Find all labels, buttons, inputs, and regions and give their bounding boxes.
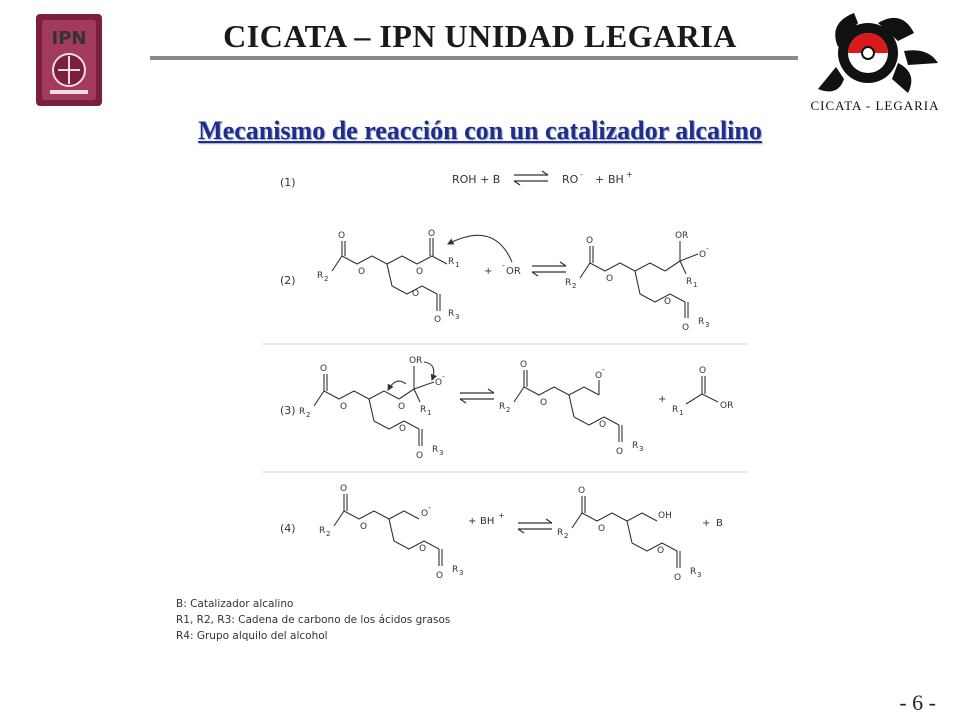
atom-r2: R <box>317 271 324 281</box>
atom-o: O <box>586 236 594 246</box>
cicata-logo <box>818 8 942 98</box>
step1-bh: BH <box>608 173 624 186</box>
atom-r2: R <box>499 402 506 412</box>
atom-o: O <box>436 571 444 581</box>
atom-charge: - <box>602 365 605 374</box>
step4-plus: + <box>468 516 477 527</box>
atom-o: O <box>520 360 528 370</box>
atom-r3: R <box>452 565 459 575</box>
step4-equilibrium-arrow <box>518 519 552 533</box>
tetrahedral-intermediate <box>580 241 698 318</box>
atom-r3-sub: 3 <box>455 313 460 321</box>
atom-charge: - <box>442 372 445 381</box>
step3-label: (3) <box>280 404 296 417</box>
step2-plus: + <box>484 266 493 277</box>
step4-catalyst: B <box>716 518 723 529</box>
tetrahedral-intermediate <box>314 366 434 446</box>
atom-r2-sub: 2 <box>306 411 311 419</box>
atom-o: O <box>578 486 586 496</box>
atom-o: O <box>398 402 406 412</box>
diglyceride-alkoxide <box>334 494 442 566</box>
legend-item: R4: Grupo alquilo del alcohol <box>176 630 328 642</box>
step2-nucleophile: OR <box>506 266 521 277</box>
atom-r3: R <box>448 309 455 319</box>
atom-r2-sub: 2 <box>564 532 569 540</box>
atom-r3-sub: 3 <box>439 449 444 457</box>
atom-o: O <box>598 524 606 534</box>
step3-ester-or: OR <box>720 401 734 411</box>
atom-charge: - <box>428 503 431 512</box>
step1-label: (1) <box>280 176 296 189</box>
atom-o: O <box>699 366 707 376</box>
atom-r3: R <box>698 317 705 327</box>
atom-o: O <box>409 356 417 366</box>
atom-r2: R <box>319 526 326 536</box>
step3-equilibrium-arrow <box>460 389 494 403</box>
atom-o: O <box>419 544 427 554</box>
step2-nucleophile-charge: - <box>502 261 505 270</box>
step4-oh: OH <box>658 511 672 521</box>
atom-r1: R <box>672 405 679 415</box>
atom-o: O <box>682 323 690 333</box>
scheme-legend <box>176 596 450 644</box>
atom-r3: R <box>690 567 697 577</box>
atom-o: O <box>657 546 665 556</box>
step1-left: ROH + B <box>452 173 501 186</box>
atom-o: O <box>675 231 683 241</box>
page-number: - 6 - <box>899 690 936 715</box>
atom-o: O <box>340 402 348 412</box>
atom-r3: R <box>432 445 439 455</box>
atom-r2: R <box>299 407 306 417</box>
step4-plus: + <box>702 518 711 529</box>
cicata-caption: CICATA - LEGARIA <box>810 98 940 113</box>
atom-o: O <box>595 371 603 381</box>
atom-o: O <box>340 484 348 494</box>
reaction-mechanism-scheme <box>262 166 748 592</box>
methyl-ester <box>686 376 718 404</box>
atom-o: O <box>664 297 672 307</box>
atom-r2-sub: 2 <box>324 275 329 283</box>
atom-o: O <box>358 267 366 277</box>
atom-o: O <box>699 250 707 260</box>
atom-r3-sub: 3 <box>639 445 644 453</box>
atom-r2-sub: 2 <box>572 282 577 290</box>
step4-reagent: BH <box>480 516 495 527</box>
electron-arrow <box>424 362 434 380</box>
header-rule <box>150 56 798 60</box>
step4-label: (4) <box>280 522 296 535</box>
atom-r2: R <box>565 278 572 288</box>
triglyceride-molecule <box>332 238 447 311</box>
atom-o: O <box>360 522 368 532</box>
atom-o: O <box>428 229 436 239</box>
atom-o: O <box>421 509 429 519</box>
atom-charge: - <box>706 244 709 253</box>
atom-r2-sub: 2 <box>326 530 331 538</box>
atom-r2: R <box>557 528 564 538</box>
atom-o: O <box>416 451 424 461</box>
step2-equilibrium-arrow <box>532 262 566 276</box>
diglyceride <box>572 496 680 568</box>
legend-item: B: Catalizador alcalino <box>176 598 294 610</box>
step1-bh-charge: + <box>626 170 633 179</box>
atom-r1: R <box>448 257 455 267</box>
slide-title: Mecanismo de reacción con un catalizador alcalino <box>198 116 762 145</box>
atom-r1-sub: 1 <box>455 261 460 269</box>
step1-equilibrium-arrow <box>514 171 548 185</box>
atom-o: O <box>674 573 682 583</box>
atom-r: R <box>416 356 423 366</box>
step4-reagent-charge: + <box>498 511 505 520</box>
atom-o: O <box>606 274 614 284</box>
step2-attack-arrow <box>448 235 512 262</box>
atom-r3: R <box>632 441 639 451</box>
atom-r1: R <box>420 405 427 415</box>
atom-o: O <box>399 424 407 434</box>
atom-o: O <box>338 231 346 241</box>
atom-r1-sub: 1 <box>427 409 432 417</box>
atom-o: O <box>616 447 624 457</box>
step1-ro: RO <box>562 173 579 186</box>
atom-r2-sub: 2 <box>506 406 511 414</box>
atom-r1-sub: 1 <box>679 409 684 417</box>
atom-r: R <box>682 231 689 241</box>
step1-plus: + <box>595 173 605 186</box>
step3-plus: + <box>658 394 667 405</box>
atom-o: O <box>416 267 424 277</box>
legend-item: R1, R2, R3: Cadena de carbono de los ácidos grasos <box>176 614 451 626</box>
atom-r3-sub: 3 <box>705 321 710 329</box>
atom-o: O <box>599 420 607 430</box>
atom-o: O <box>412 289 420 299</box>
atom-o: O <box>540 398 548 408</box>
atom-o: O <box>435 378 443 388</box>
atom-r3-sub: 3 <box>697 571 702 579</box>
step1-ro-charge: - <box>580 170 583 179</box>
atom-r3-sub: 3 <box>459 569 464 577</box>
atom-o: O <box>434 315 442 325</box>
atom-o: O <box>320 364 328 374</box>
step2-label: (2) <box>280 274 296 287</box>
ipn-logo-text: IPN <box>51 28 87 49</box>
diglyceride-alkoxide <box>514 370 622 442</box>
electron-arrow <box>388 381 406 390</box>
atom-r1-sub: 1 <box>693 281 698 289</box>
header-title: CICATA – IPN UNIDAD LEGARIA <box>223 18 737 54</box>
atom-r1: R <box>686 277 693 287</box>
